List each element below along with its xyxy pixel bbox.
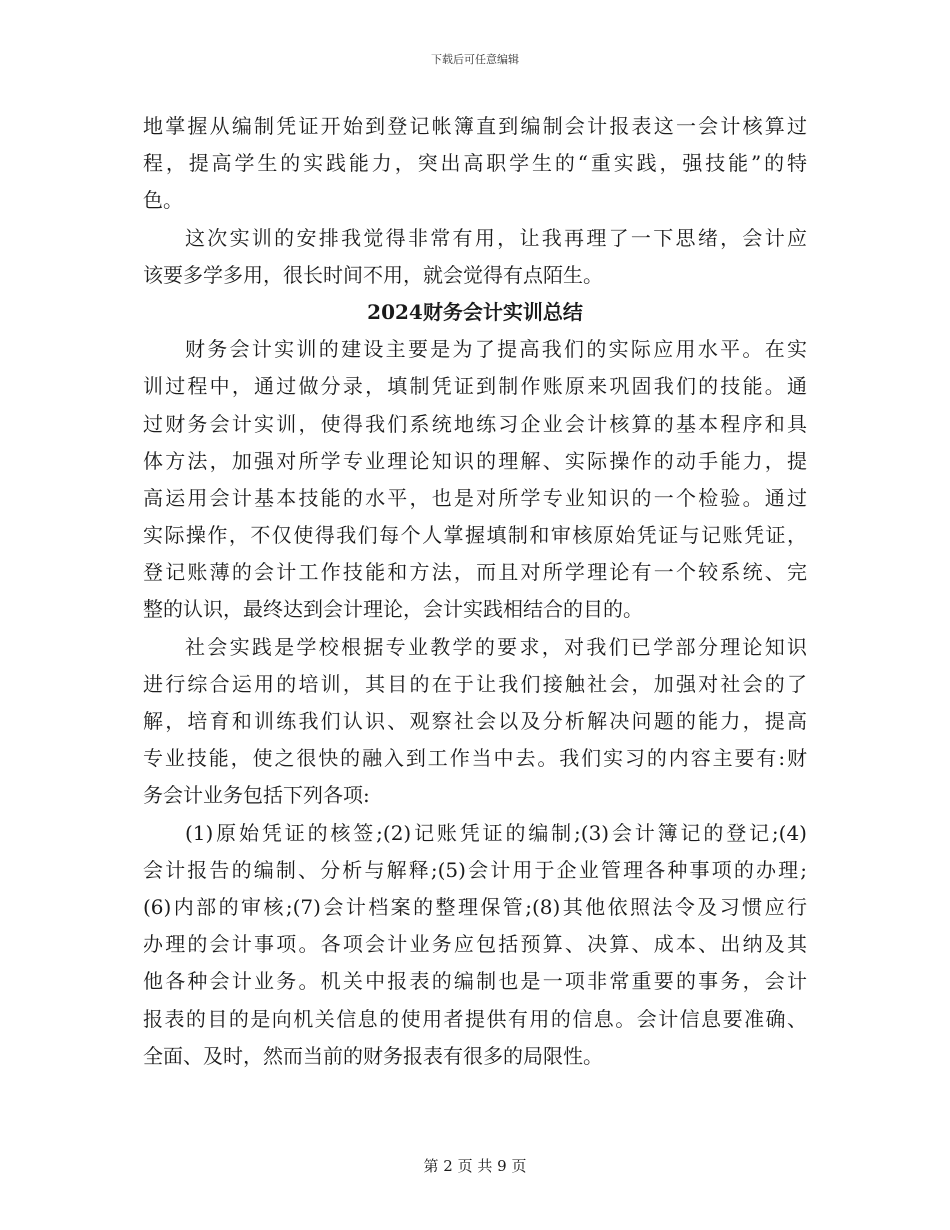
paragraph-line: 报表的目的是向机关信息的使用者提供有用的信息。会计信息要准确、 xyxy=(143,1006,807,1031)
paragraph-line: 该要多学多用，很长时间不用，就会觉得有点陌生。 xyxy=(143,262,603,287)
paragraph-line: 地掌握从编制凭证开始到登记帐簿直到编制会计报表这一会计核算过 xyxy=(143,114,807,138)
paragraph-line: 办理的会计事项。各项会计业务应包括预算、决算、成本、出纳及其 xyxy=(143,932,807,957)
paragraph-line: 整的认识，最终达到会计理论，会计实践相结合的目的。 xyxy=(143,597,643,622)
paragraph-line: 进行综合运用的培训，其目的在于让我们接触社会，加强对社会的了 xyxy=(143,671,807,696)
paragraph-line: 体方法，加强对所学专业理论知识的理解、实际操作的动手能力，提 xyxy=(143,448,807,473)
paragraph-line: 务会计业务包括下列各项: xyxy=(143,783,370,808)
paragraph-line: 训过程中，通过做分录，填制凭证到制作账原来巩固我们的技能。通 xyxy=(143,374,807,399)
paragraph-line: 过财务会计实训，使得我们系统地练习企业会计核算的基本程序和具 xyxy=(143,411,807,436)
paragraph-line: 这次实训的安排我觉得非常有用，让我再理了一下思绪，会计应 xyxy=(185,225,807,250)
paragraph-line: 实际操作，不仅使得我们每个人掌握填制和审核原始凭证与记账凭证， xyxy=(143,523,807,548)
page-number: 第 2 页 共 9 页 xyxy=(423,1157,527,1175)
paragraph-line: (1)原始凭证的核签;(2)记账凭证的编制;(3)会计簿记的登记;(4) xyxy=(185,820,807,845)
paragraph-line: 社会实践是学校根据专业教学的要求，对我们已学部分理论知识 xyxy=(185,634,807,659)
paragraph-line: 高运用会计基本技能的水平，也是对所学专业知识的一个检验。通过 xyxy=(143,485,807,510)
document-body xyxy=(143,108,807,1075)
paragraph-line: 登记账薄的会计工作技能和方法，而且对所学理论有一个较系统、完 xyxy=(143,560,807,585)
paragraph-line: 全面、及时，然而当前的财务报表有很多的局限性。 xyxy=(143,1043,603,1068)
paragraph-line: 程，提高学生的实践能力，突出高职学生的“重实践，强技能”的特 xyxy=(143,151,807,176)
paragraph-line: 会计报告的编制、分析与解释;(5)会计用于企业管理各种事项的办理; xyxy=(143,857,807,882)
paragraph-line: 财务会计实训的建设主要是为了提高我们的实际应用水平。在实 xyxy=(185,337,807,362)
paragraph-line: 色。 xyxy=(143,188,183,213)
paragraph-line: 专业技能，使之很快的融入到工作当中去。我们实习的内容主要有:财 xyxy=(143,746,807,771)
paragraph-line: 解，培育和训练我们认识、观察社会以及分析解决问题的能力，提高 xyxy=(143,709,807,733)
section-title: 2024财务会计实训总结 xyxy=(367,299,583,324)
paragraph-line: 他各种会计业务。机关中报表的编制也是一项非常重要的事务，会计 xyxy=(143,969,807,994)
page-header: 下载后可任意编辑 xyxy=(431,53,519,66)
paragraph-line: (6)内部的审核;(7)会计档案的整理保管;(8)其他依照法令及习惯应行 xyxy=(143,894,807,919)
